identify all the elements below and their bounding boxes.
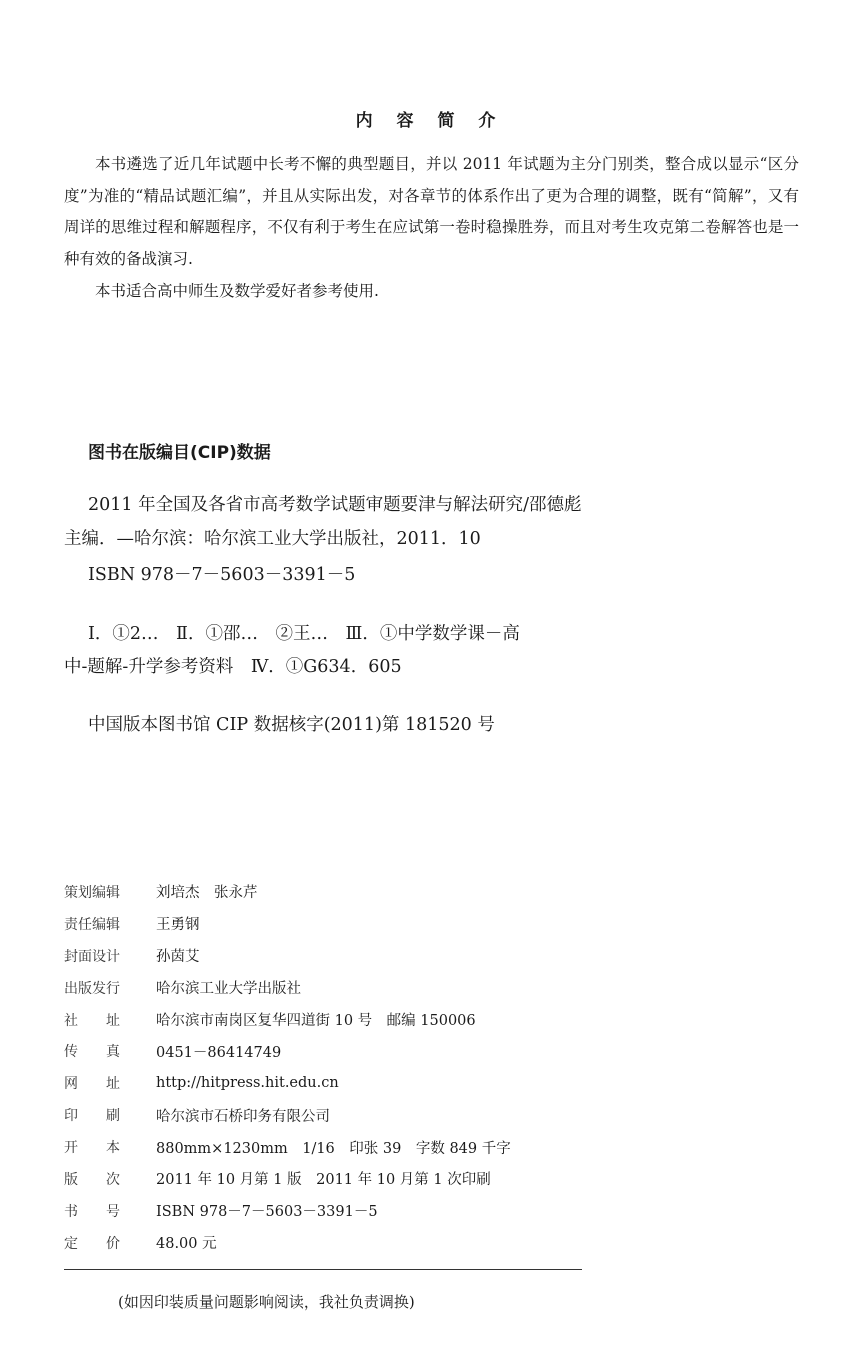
intro-paragraph-2: 本书适合高中师生及数学爱好者参考使用. [95,282,379,300]
cip-title-line: 2011 年全国及各省市高考数学试题审题要津与解法研究/邵德彪 [88,495,582,515]
info-row [64,1035,624,1067]
info-label: 开 本 [64,1140,120,1157]
info-row [64,1131,624,1163]
info-row [64,1227,624,1259]
info-value: 0451－86414749 [156,1044,282,1061]
divider-line [64,1269,582,1270]
cip-classification-line: 中-题解-升学参考资料 Ⅳ．①G634．605 [64,657,402,677]
info-value: 哈尔滨市石桥印务有限公司 [156,1108,330,1125]
info-row [64,972,624,1004]
info-value: 哈尔滨市南岗区复华四道街 10 号 邮编 150006 [156,1013,476,1029]
intro-paragraph-1: 本书遴选了近几年试题中长考不懈的典型题目，并以 2011 年试题为主分门别类，整合成以显示“区分度”为准的“精品试题汇编”，并且从实际出发，对各章节的体系作出了更为合理的调整，既有“简解”，又有周详的思维过程和解题程序，不仅有利于考生在应试第一卷时稳操胜券，而且对考生攻克第二卷解答也是一种有效的备战演习. [64,155,799,268]
info-label: 传 真 [64,1044,120,1061]
info-label: 定 价 [64,1235,120,1252]
cip-publisher-line: 主编．—哈尔滨：哈尔滨工业大学出版社，2011．10 [64,529,481,549]
info-label: 版 次 [64,1171,120,1188]
info-label: 书 号 [64,1203,120,1220]
info-value: 刘培杰 张永芹 [156,885,258,902]
info-label: 印 刷 [64,1108,120,1125]
website-link[interactable]: http://hitpress.hit.edu.cn [156,1075,339,1092]
info-row [64,1195,624,1227]
info-value: 哈尔滨工业大学出版社 [156,981,301,998]
cip-isbn-line: ISBN 978－7－5603－3391－5 [88,565,356,585]
info-label: 网 址 [64,1076,120,1093]
cip-heading: 图书在版编目(CIP)数据 [88,443,271,463]
publication-info-list [64,876,624,1259]
info-value: 48.00 元 [156,1236,217,1253]
info-value: 王勇钢 [156,917,200,934]
cip-record-number-line: 中国版本图书馆 CIP 数据核字(2011)第 181520 号 [88,715,495,735]
info-value: 孙茵艾 [156,949,200,966]
info-row [64,1099,624,1131]
info-value: 880mm×1230mm 1/16 印张 39 字数 849 千字 [156,1140,511,1157]
info-value: ISBN 978－7－5603－3391－5 [156,1204,378,1221]
info-row [64,940,624,972]
cip-subject-line: Ⅰ．①2… Ⅱ．①邵… ②王… Ⅲ．①中学数学课－高 [88,624,520,644]
info-value: 2011 年 10 月第 1 版 2011 年 10 月第 1 次印刷 [156,1172,491,1189]
info-label: 出版发行 [64,980,120,997]
info-label: 策划编辑 [64,884,120,901]
info-label: 封面设计 [64,948,120,965]
intro-title: 内 容 简 介 [355,111,505,131]
footer-note: (如因印装质量问题影响阅读，我社负责调换) [118,1293,415,1311]
info-row [64,876,624,908]
info-row [64,1004,624,1036]
info-row [64,908,624,940]
info-row [64,1067,624,1099]
info-label: 社 址 [64,1012,120,1029]
info-label: 责任编辑 [64,916,120,933]
info-row [64,1163,624,1195]
